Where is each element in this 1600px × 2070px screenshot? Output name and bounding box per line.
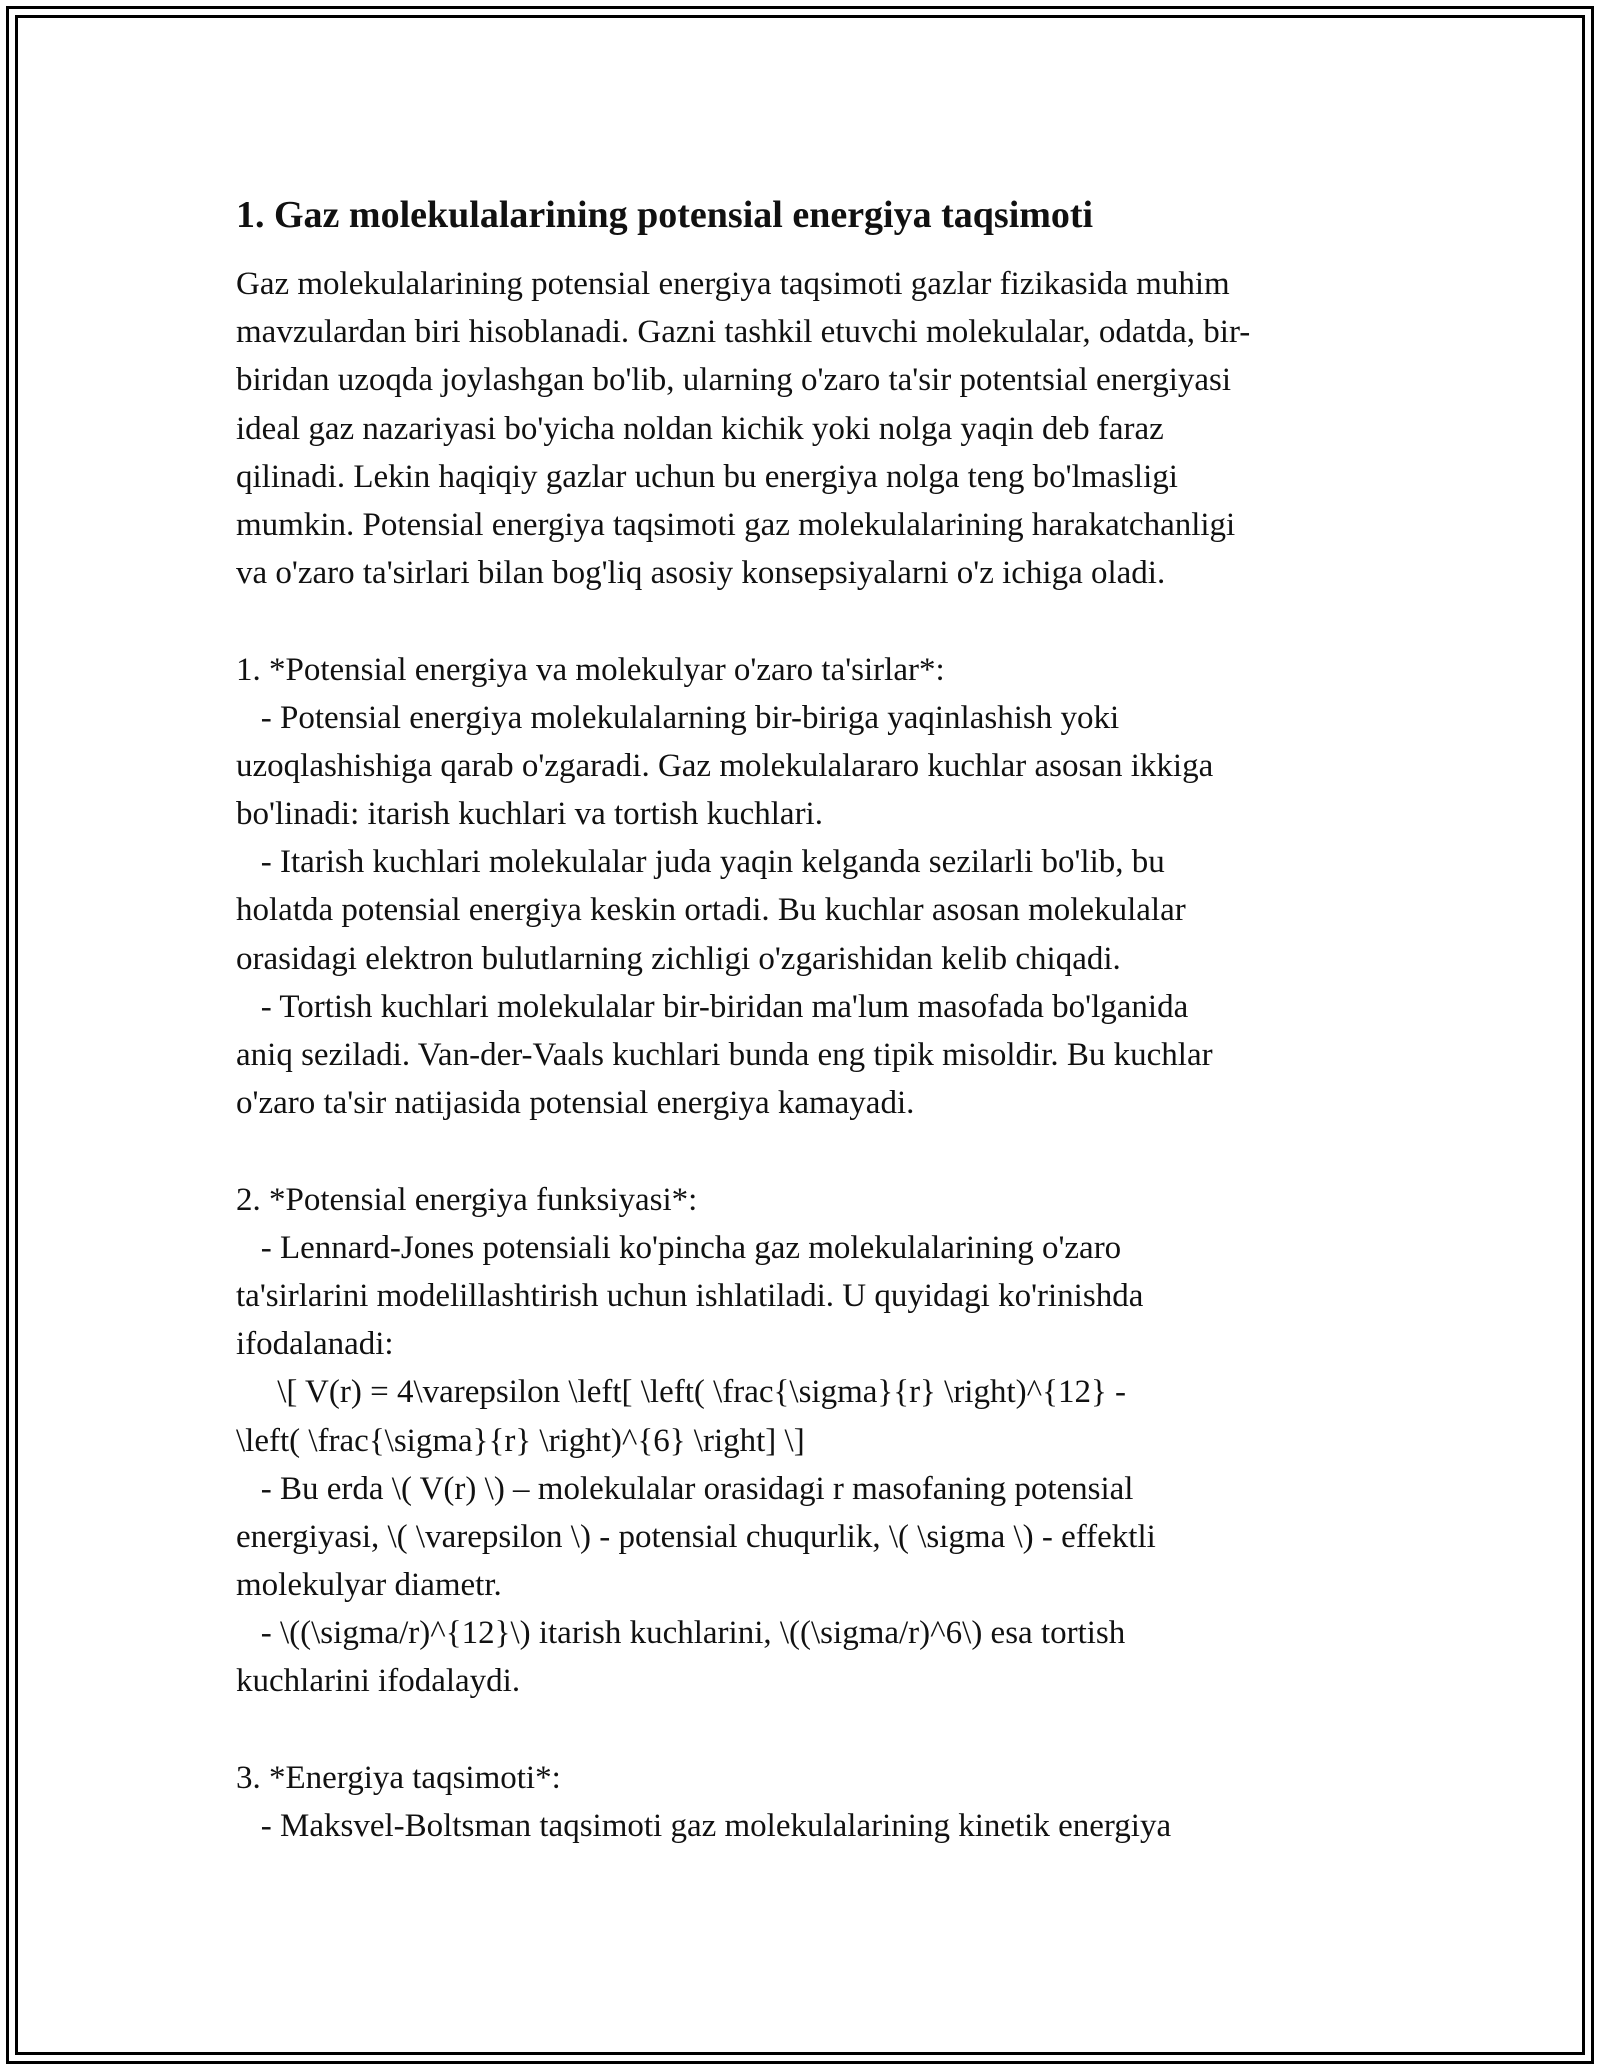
blank-line xyxy=(236,1127,1376,1175)
text-line: - Maksvel-Boltsman taqsimoti gaz molekulalarining kinetik energiya xyxy=(236,1808,1172,1844)
text-line: 1. *Potensial energiya va molekulyar o'zaro ta'sirlar*: xyxy=(236,651,945,688)
text-line: - Itarish kuchlari molekulalar juda yaqin kelganda sezilarli bo'lib, bu xyxy=(236,844,1165,881)
text-line: - Tortish kuchlari molekulalar bir-biridan ma'lum masofada bo'lganida xyxy=(236,988,1189,1025)
text-line: 2. *Potensial energiya funksiyasi*: xyxy=(236,1181,698,1218)
text-line: ideal gaz nazariyasi bo'yicha noldan kichik yoki nolga yaqin deb faraz xyxy=(236,410,1164,447)
text-line: Gaz molekulalarining potensial energiya taqsimoti gazlar fizikasida muhim xyxy=(236,266,1230,302)
section-heading: 1. Gaz molekulalarining potensial energiya taqsimoti xyxy=(236,194,1094,236)
text-line: - Potensial energiya molekulalarning bir-biriga yaqinlashish yoki xyxy=(236,699,1120,736)
document-page xyxy=(236,190,1376,1850)
text-line: holatda potensial energiya keskin ortadi. Bu kuchlar asosan molekulalar xyxy=(236,892,1186,929)
blank-line xyxy=(236,1706,1376,1754)
text-line: qilinadi. Lekin haqiqiy gazlar uchun bu energiya nolga teng bo'lmasligi xyxy=(236,458,1178,495)
text-line: 3. *Energiya taqsimoti*: xyxy=(236,1759,561,1796)
text-line: mavzulardan biri hisoblanadi. Gazni tashkil etuvchi molekulalar, odatda, bir- xyxy=(236,314,1251,351)
text-line: o'zaro ta'sir natijasida potensial energiya kamayadi. xyxy=(236,1085,915,1122)
text-line: uzoqlashishiga qarab o'zgaradi. Gaz molekulalararo kuchlar asosan ikkiga xyxy=(236,747,1214,784)
text-line: va o'zaro ta'sirlari bilan bog'liq asosiy konsepsiyalarni o'z ichiga oladi. xyxy=(236,555,1166,592)
text-line: biridan uzoqda joylashgan bo'lib, ularning o'zaro ta'sir potentsial energiyasi xyxy=(236,362,1232,399)
text-line: molekulyar diametr. xyxy=(236,1567,502,1604)
text-line: bo'linadi: itarish kuchlari va tortish kuchlari. xyxy=(236,796,823,833)
text-line: orasidagi elektron bulutlarning zichligi o'zgarishidan kelib chiqadi. xyxy=(236,940,1121,977)
text-line: energiyasi, \( \varepsilon \) - potensial chuqurlik, \( \sigma \) - effektli xyxy=(236,1518,1156,1555)
text-line: mumkin. Potensial energiya taqsimoti gaz molekulalarining harakatchanligi xyxy=(236,506,1236,543)
text-line: - \((\sigma/r)^{12}\) itarish kuchlarini, \((\sigma/r)^6\) esa tortish xyxy=(236,1615,1126,1652)
text-line: - Lennard-Jones potensiali ko'pincha gaz molekulalarining o'zaro xyxy=(236,1229,1122,1266)
text-line: - Bu erda \( V(r) \) – molekulalar orasidagi r masofaning potensial xyxy=(236,1470,1134,1507)
text-line: kuchlarini ifodalaydi. xyxy=(236,1663,521,1700)
text-line: \left( \frac{\sigma}{r} \right)^{6} \right] \] xyxy=(236,1422,805,1459)
text-line: \[ V(r) = 4\varepsilon \left[ \left( \frac{\sigma}{r} \right)^{12} - xyxy=(236,1374,1127,1411)
text-line: ta'sirlarini modelillashtirish uchun ishlatiladi. U quyidagi ko'rinishda xyxy=(236,1277,1144,1314)
blank-line xyxy=(236,597,1376,645)
document-body xyxy=(236,260,1376,1850)
text-line: ifodalanadi: xyxy=(236,1326,394,1363)
text-line: aniq seziladi. Van-der-Vaals kuchlari bunda eng tipik misoldir. Bu kuchlar xyxy=(236,1037,1213,1073)
